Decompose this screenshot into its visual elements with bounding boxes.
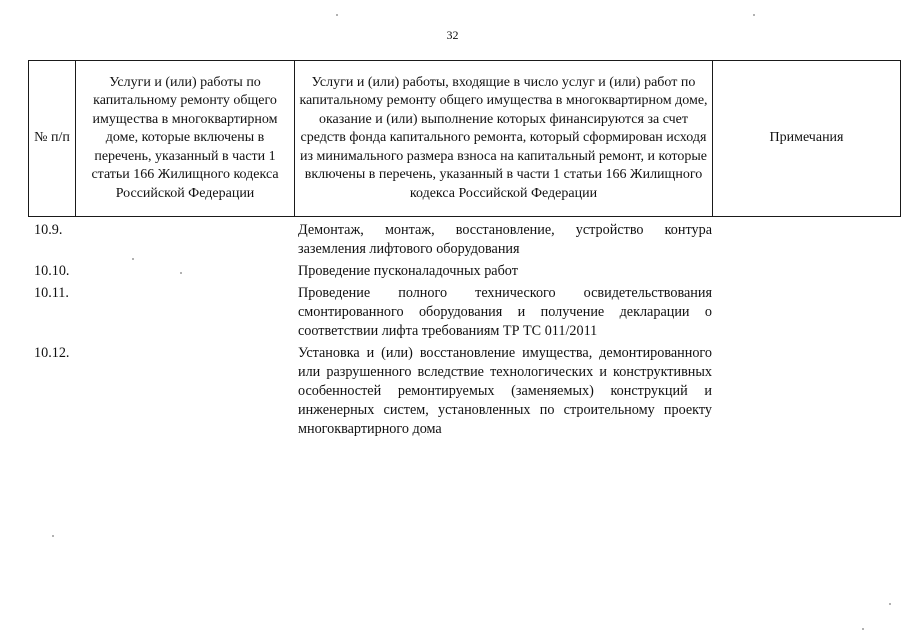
row-number: 10.10.: [34, 263, 70, 279]
table-row: [28, 221, 900, 259]
header-row: [29, 61, 901, 217]
table-body: [28, 221, 900, 442]
row-text: Установка и (или) восстановление имущества, демонтированного или разрушенного вследствие технологических и конструктивных особенностей ремонтируемых (заменяемых) конструкций и инженерных систем, установленных по строительному проекту многоквартирного дома: [298, 345, 712, 437]
table-header: [28, 60, 901, 217]
table-row: [28, 284, 900, 341]
row-number: 10.12.: [34, 345, 70, 361]
row-text: Демонтаж, монтаж, восстановление, устройство контура заземления лифтового оборудования: [298, 222, 712, 257]
header-cell-included-works: Услуги и (или) работы, входящие в число услуг и (или) работ по капитальному ремонту общего имущества в многоквартирном доме, оказание и (или) выполнение которых финансируются за счет средств фонда капитального ремонта, который сформирован исходя из минимального размера взноса на капитальный ремонт, и которые включены в перечень, указанный в части 1 статьи 166 Жилищного кодекса Российской Федерации: [295, 61, 713, 217]
header-cell-number: № п/п: [29, 61, 76, 217]
row-number: 10.11.: [34, 285, 69, 301]
row-text: Проведение полного технического освидетельствования смонтированного оборудования и получение декларации о соответствии лифта требованиям ТР ТС 011/2011: [298, 285, 712, 339]
table-row: [28, 344, 900, 439]
header-cell-services: Услуги и (или) работы по капитальному ремонту общего имущества в многоквартирном доме, которые включены в перечень, указанный в части 1 статьи 166 Жилищного кодекса Российской Федерации: [76, 61, 295, 217]
page-number: 32: [446, 28, 459, 42]
table-row: [28, 262, 900, 281]
header-cell-notes: Примечания: [713, 61, 901, 217]
row-text: Проведение пусконаладочных работ: [298, 263, 518, 279]
row-number: 10.9.: [34, 222, 63, 238]
